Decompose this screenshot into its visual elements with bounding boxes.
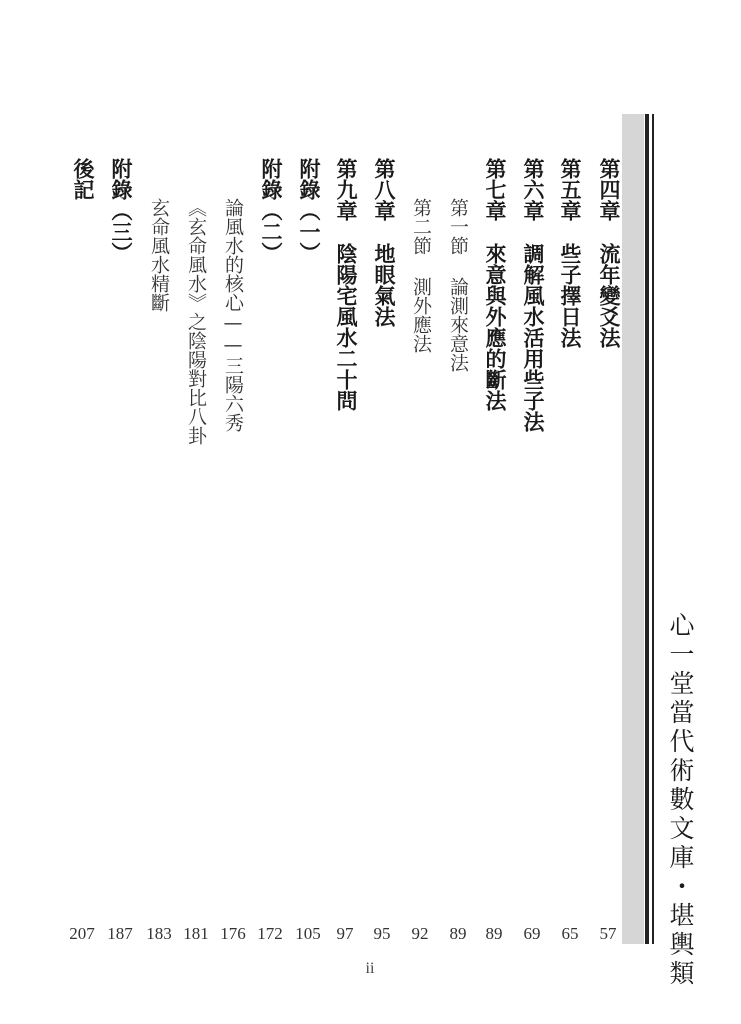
toc-entry: 第七章來意與外應的斷法 xyxy=(483,158,507,411)
toc-entry: 附錄（三） xyxy=(109,158,133,263)
page-number: 69 xyxy=(523,924,541,943)
toc-entry: 附錄（二） xyxy=(259,158,283,263)
page-number: 176 xyxy=(220,924,246,943)
folio: ii xyxy=(365,960,375,977)
toc-entry: 第二節測外應法 xyxy=(410,198,432,353)
page-number: 172 xyxy=(257,924,283,943)
toc-entry: 第一節論測來意法 xyxy=(447,198,469,372)
toc-entry: 第五章些子擇日法 xyxy=(558,158,582,348)
page-number: 57 xyxy=(599,924,617,943)
decorative-rule xyxy=(645,114,649,944)
series-title: 心一堂當代術數文庫・堪輿類 xyxy=(666,612,695,989)
page-number: 89 xyxy=(449,924,467,943)
page-number: 105 xyxy=(295,924,321,943)
page-number: 97 xyxy=(336,924,354,943)
toc-entry: 玄命風水精斷 xyxy=(148,198,170,312)
toc-entry: 附錄（一） xyxy=(297,158,321,263)
toc-entry: 第四章流年變爻法 xyxy=(597,158,621,348)
page-number: 183 xyxy=(146,924,172,943)
toc-entry: 第六章調解風水活用些子法 xyxy=(521,158,545,432)
page-number: 181 xyxy=(183,924,209,943)
page-number: 92 xyxy=(411,924,429,943)
toc-entry: 論風水的核心——三陽六秀 xyxy=(222,198,244,432)
toc-entry: 第八章地眼氣法 xyxy=(372,158,396,327)
toc-entry: 《玄命風水》之陰陽對比八卦 xyxy=(185,198,207,445)
page-number: 187 xyxy=(107,924,133,943)
page-number: 95 xyxy=(373,924,391,943)
page-number: 65 xyxy=(561,924,579,943)
toc-entry: 後記 xyxy=(71,158,95,200)
toc-entry: 第九章陰陽宅風水二十問 xyxy=(334,158,358,411)
page-number: 89 xyxy=(485,924,503,943)
decorative-band xyxy=(622,114,644,944)
page-number: 207 xyxy=(69,924,95,943)
decorative-rule xyxy=(652,114,654,944)
